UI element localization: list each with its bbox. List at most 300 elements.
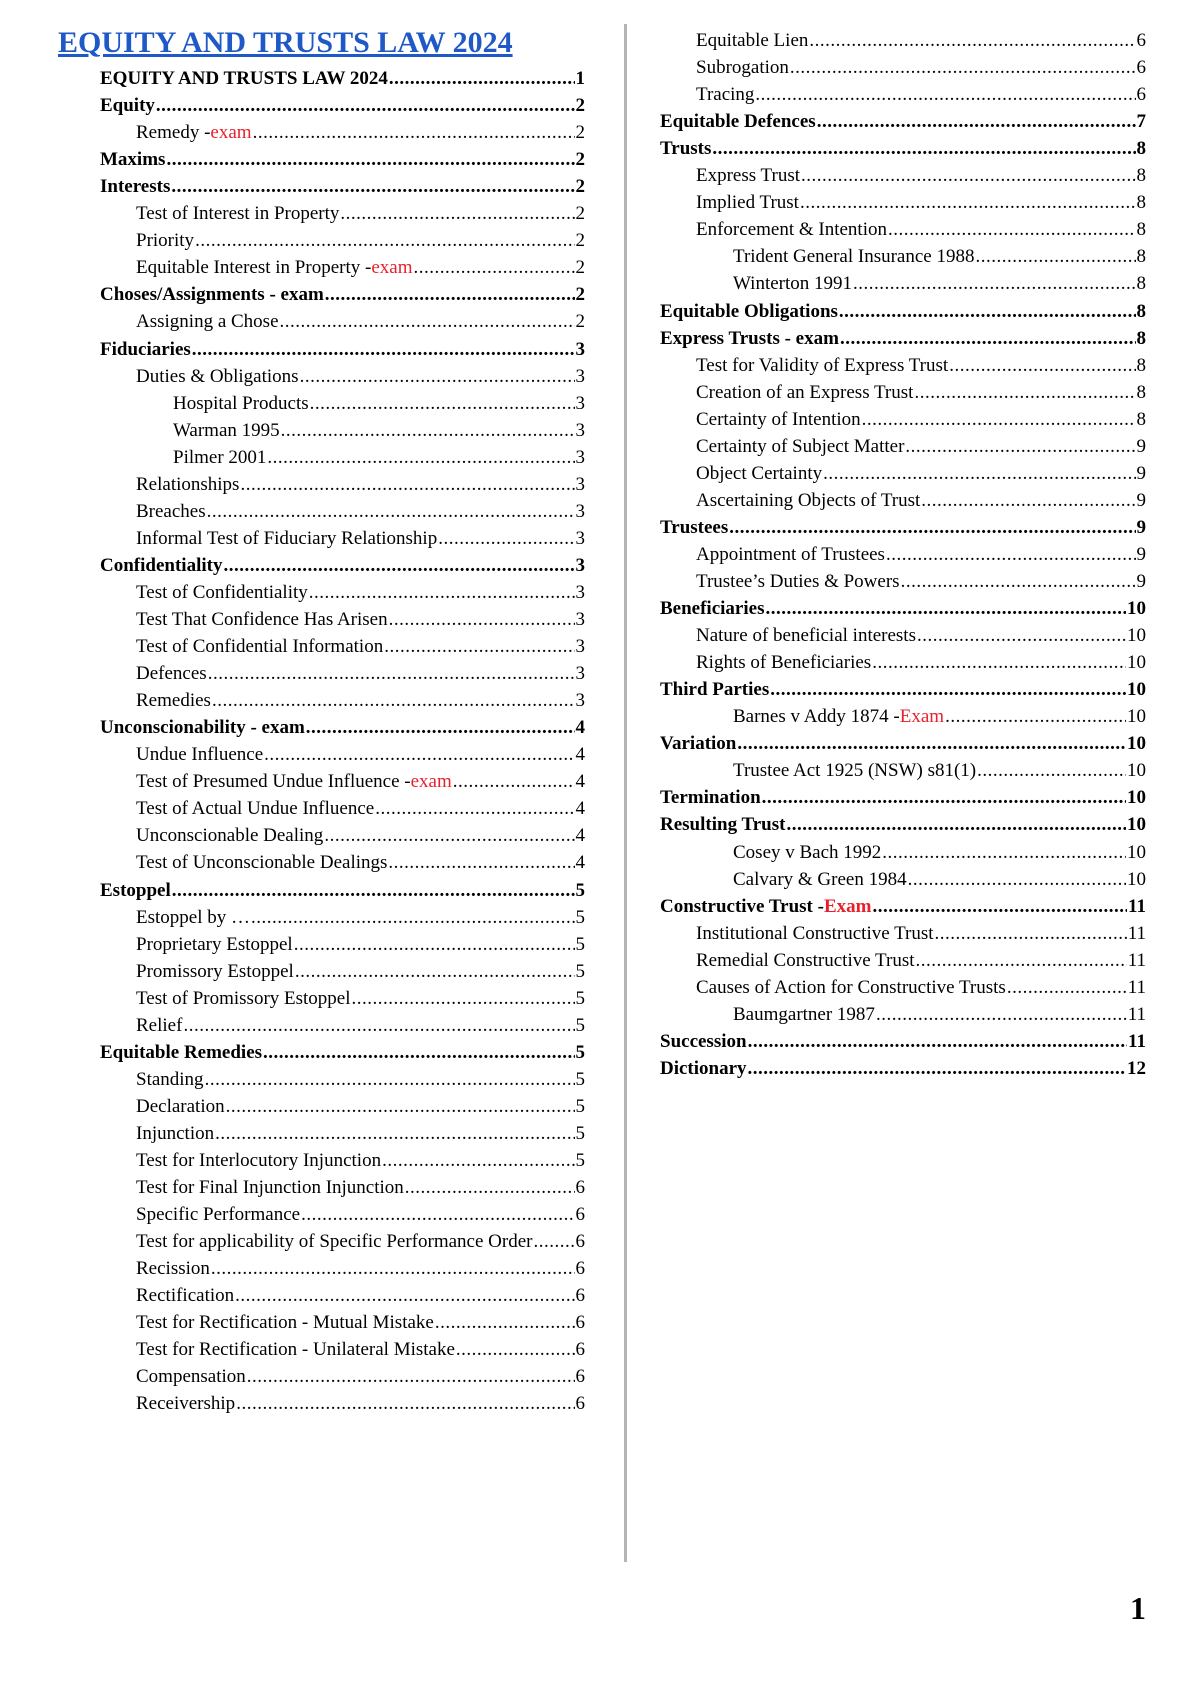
toc-entry[interactable] (660, 1056, 1146, 1082)
toc-entry-label: Tracing (696, 84, 755, 106)
dot-leader (905, 434, 1135, 460)
toc-entry-label: Trident General Insurance 1988 (733, 246, 975, 268)
toc-entry-label: Estoppel (100, 879, 171, 901)
toc-entry-page: 2 (575, 122, 585, 144)
toc-entry[interactable] (660, 1002, 1146, 1028)
toc-entry-label: Rights of Beneficiaries (696, 652, 872, 674)
exam-tag: exam (210, 122, 252, 144)
toc-entry-label: Test That Confidence Has Arisen (136, 609, 388, 630)
toc-entry-label: Certainty of Intention (696, 408, 861, 430)
toc-entry[interactable] (100, 1067, 585, 1093)
toc-entry-page: 5 (575, 1041, 585, 1063)
toc-entry-label: Object Certainty (696, 462, 823, 484)
toc-entry-page: 4 (575, 852, 585, 874)
toc-entry-label: Test of Presumed Undue Influence - (136, 771, 411, 793)
toc-entry[interactable] (100, 472, 585, 498)
toc-entry[interactable] (100, 147, 585, 173)
dot-leader (748, 1056, 1126, 1082)
toc-entry-page: 5 (575, 906, 585, 928)
toc-entry-label: Estoppel by … (136, 906, 250, 928)
dot-leader (253, 120, 575, 146)
toc-entry-page: 8 (1136, 408, 1146, 430)
dot-leader (935, 921, 1127, 947)
dot-leader (192, 337, 575, 363)
toc-entry[interactable] (660, 380, 1146, 406)
dot-leader (453, 769, 575, 795)
toc-entry-page: 5 (575, 879, 585, 901)
column-divider (624, 24, 627, 1562)
dot-leader (223, 553, 574, 579)
dot-leader (389, 607, 575, 633)
dot-leader (309, 580, 575, 606)
toc-entry-page: 8 (1136, 381, 1146, 403)
toc-entry[interactable] (100, 878, 585, 904)
toc-entry-label: Test for Rectification - Unilateral Mistake (136, 1339, 455, 1361)
toc-entry[interactable] (100, 1229, 585, 1255)
toc-entry[interactable] (660, 677, 1146, 703)
toc-entry[interactable] (660, 1029, 1146, 1055)
dot-leader (823, 461, 1135, 487)
toc-entry-page: 3 (575, 338, 585, 360)
toc-entry[interactable] (660, 975, 1146, 1001)
toc-entry[interactable] (100, 1094, 585, 1120)
toc-entry[interactable] (660, 704, 1146, 730)
dot-leader (737, 731, 1126, 757)
dot-leader (888, 217, 1136, 243)
toc-entry-page: 11 (1128, 1030, 1146, 1052)
toc-entry[interactable] (100, 850, 585, 876)
toc-entry-label: Relief (136, 1014, 183, 1036)
toc-entry[interactable] (100, 796, 585, 822)
toc-entry-page: 8 (1136, 219, 1146, 241)
toc-entry-label: Breaches (136, 500, 206, 522)
toc-entry[interactable] (660, 217, 1146, 243)
toc-entry[interactable] (100, 823, 585, 849)
toc-entry-page: 11 (1127, 949, 1146, 971)
dot-leader (375, 796, 574, 822)
dot-leader (405, 1175, 575, 1201)
toc-entry-label: Constructive Trust - (660, 895, 824, 917)
toc-entry-page: 2 (575, 95, 585, 117)
toc-entry-page: 3 (575, 690, 585, 712)
dot-leader (247, 1364, 575, 1390)
toc-entry[interactable] (100, 445, 585, 471)
dot-leader (267, 445, 574, 471)
toc-entry[interactable] (660, 542, 1146, 568)
dot-leader (914, 380, 1135, 406)
toc-entry[interactable] (100, 1310, 585, 1336)
toc-entry[interactable] (100, 553, 585, 579)
toc-entry-label: Termination (660, 787, 761, 809)
toc-entry-label: Relationships (136, 473, 240, 495)
toc-entry-label: Recission (136, 1258, 210, 1280)
toc-entry[interactable] (660, 515, 1146, 541)
toc-entry[interactable] (100, 282, 585, 308)
toc-entry[interactable] (660, 650, 1146, 676)
toc-entry-label: Test of Unconscionable Dealings (136, 852, 388, 874)
toc-entry-page: 5 (575, 1014, 585, 1036)
toc-entry[interactable] (100, 174, 585, 200)
toc-entry-label: Causes of Action for Constructive Trusts (696, 976, 1006, 998)
toc-entry[interactable] (660, 569, 1146, 595)
toc-entry-page: 5 (575, 960, 585, 982)
toc-entry-label: Subrogation (696, 57, 789, 79)
toc-entry-label: Test of Actual Undue Influence (136, 798, 375, 820)
toc-entry-page: 10 (1127, 787, 1146, 809)
dot-leader (352, 986, 575, 1012)
toc-entry-page: 6 (1136, 30, 1146, 51)
toc-entry-label: Winterton 1991 (733, 273, 853, 295)
toc-entry-label: Barnes v Addy 1874 - (733, 706, 900, 728)
toc-entry-page: 6 (575, 1393, 585, 1415)
toc-entry[interactable] (660, 785, 1146, 811)
toc-entry[interactable] (660, 812, 1146, 838)
toc-entry-label: Proprietary Estoppel (136, 933, 293, 955)
toc-entry-label: Appointment of Trustees (696, 543, 885, 565)
dot-leader (435, 1310, 575, 1336)
toc-entry-page: 4 (575, 798, 585, 820)
dot-leader (212, 688, 575, 714)
toc-entry-label: Injunction (136, 1122, 215, 1144)
toc-entry[interactable] (100, 742, 585, 768)
dot-leader (800, 190, 1136, 216)
toc-entry-label: Test for Interlocutory Injunction (136, 1150, 382, 1171)
toc-entry-page: 6 (575, 1258, 585, 1280)
toc-entry[interactable] (100, 986, 585, 1012)
toc-entry-label: Equitable Interest in Property - (136, 257, 372, 279)
toc-entry[interactable] (100, 391, 585, 417)
dot-leader (765, 596, 1126, 622)
toc-entry-label: Ascertaining Objects of Trust (696, 489, 921, 511)
toc-entry-label: Express Trusts - exam (660, 327, 839, 349)
toc-entry-page: 10 (1127, 868, 1146, 890)
toc-entry[interactable] (100, 715, 585, 741)
toc-entry[interactable] (100, 1256, 585, 1282)
toc-entry-page: 3 (575, 446, 585, 468)
dot-leader (921, 488, 1135, 514)
toc-entry-page: 2 (575, 257, 585, 279)
toc-entry-page: 10 (1127, 760, 1146, 782)
dot-leader (389, 66, 575, 92)
toc-entry-page: 10 (1127, 706, 1146, 728)
toc-entry-page: 6 (575, 1231, 585, 1253)
toc-entry-page: 9 (1136, 489, 1146, 511)
dot-leader (310, 391, 575, 417)
dot-leader (817, 109, 1136, 135)
dot-leader (264, 742, 574, 768)
toc-entry-page: 6 (575, 1312, 585, 1334)
dot-leader (226, 1094, 575, 1120)
toc-entry[interactable] (100, 1391, 585, 1417)
toc-entry-label: Certainty of Subject Matter (696, 435, 905, 457)
toc-entry[interactable] (660, 488, 1146, 514)
toc-entry-label: Compensation (136, 1366, 246, 1388)
dot-leader (295, 959, 575, 985)
toc-entry-page: 1 (575, 68, 585, 89)
dot-leader (729, 515, 1135, 541)
toc-entry-page: 10 (1127, 814, 1146, 836)
toc-entry-page: 2 (575, 149, 585, 171)
toc-entry-label: Test for Final Injunction Injunction (136, 1177, 404, 1199)
toc-entry-page: 10 (1127, 652, 1146, 674)
toc-entry-page: 3 (575, 663, 585, 685)
toc-entry-label: Equity (100, 95, 155, 117)
toc-entry-page: 9 (1136, 543, 1146, 565)
toc-entry-label: Trustees (660, 516, 729, 538)
toc-entry-label: Undue Influence (136, 744, 264, 766)
toc-entry-page: 5 (575, 1068, 585, 1090)
dot-leader (205, 1067, 575, 1093)
toc-entry-page: 8 (1136, 273, 1146, 295)
toc-entry[interactable] (100, 1364, 585, 1390)
toc-entry-page: 6 (1136, 84, 1146, 106)
toc-entry[interactable] (660, 136, 1146, 162)
toc-entry[interactable] (660, 163, 1146, 189)
dot-leader (236, 1391, 574, 1417)
toc-entry-label: Test of Confidential Information (136, 636, 384, 658)
toc-entry[interactable] (660, 299, 1146, 325)
toc-entry-label: Creation of an Express Trust (696, 381, 914, 403)
toc-entry-page: 2 (575, 284, 585, 306)
toc-entry-label: Resulting Trust (660, 814, 786, 836)
toc-entry-page: 8 (1136, 165, 1146, 187)
dot-leader (301, 1202, 574, 1228)
toc-entry[interactable] (100, 1013, 585, 1039)
toc-entry[interactable] (100, 607, 585, 633)
toc-entry[interactable] (100, 364, 585, 390)
toc-entry-label: Remedies (136, 690, 211, 712)
toc-entry-page: 6 (575, 1366, 585, 1388)
dot-leader (413, 255, 574, 281)
toc-entry[interactable] (100, 309, 585, 335)
dot-leader (166, 147, 574, 173)
toc-entry-page: 8 (1136, 327, 1146, 349)
dot-leader (917, 623, 1126, 649)
toc-entry-page: 2 (575, 203, 585, 225)
toc-entry[interactable] (100, 1283, 585, 1309)
toc-entry-page: 6 (1136, 57, 1146, 79)
toc-entry[interactable] (660, 623, 1146, 649)
dot-leader (790, 55, 1136, 81)
toc-entry[interactable] (660, 407, 1146, 433)
toc-entry-label: Institutional Constructive Trust (696, 922, 934, 944)
toc-entry[interactable] (100, 688, 585, 714)
toc-entry-label: Duties & Obligations (136, 365, 299, 387)
toc-entry[interactable] (100, 66, 585, 92)
dot-leader (183, 1013, 574, 1039)
toc-entry-page: 2 (575, 176, 585, 198)
toc-entry-label: Fiduciaries (100, 338, 191, 360)
toc-entry-page: 8 (1136, 192, 1146, 214)
toc-entry-label: Equitable Remedies (100, 1041, 263, 1063)
toc-entry[interactable] (660, 948, 1146, 974)
toc-entry[interactable] (100, 499, 585, 525)
toc-entry[interactable] (100, 1202, 585, 1228)
toc-entry[interactable] (100, 634, 585, 660)
toc-entry[interactable] (100, 661, 585, 687)
toc-entry[interactable] (660, 921, 1146, 947)
dot-leader (901, 569, 1136, 595)
toc-entry[interactable] (100, 255, 585, 281)
exam-tag: exam (410, 771, 452, 793)
toc-entry-label: Confidentiality (100, 554, 223, 576)
toc-entry-label: Dictionary (660, 1057, 747, 1079)
toc-entry-label: Cosey v Bach 1992 (733, 841, 882, 863)
toc-entry-page: 11 (1127, 1003, 1146, 1025)
toc-entry-page: 6 (575, 1339, 585, 1361)
toc-entry-label: Receivership (136, 1393, 236, 1415)
toc-entry[interactable] (100, 932, 585, 958)
dot-leader (853, 271, 1135, 297)
toc-entry-page: 3 (575, 473, 585, 495)
toc-entry-label: Remedial Constructive Trust (696, 949, 915, 971)
toc-entry-label: Enforcement & Intention (696, 219, 887, 241)
dot-leader (156, 93, 575, 119)
dot-leader (908, 867, 1126, 893)
dot-leader (215, 1121, 574, 1147)
toc-entry-label: Third Parties (660, 679, 770, 701)
toc-entry-page: 6 (575, 1177, 585, 1199)
dot-leader (977, 758, 1126, 784)
toc-entry[interactable] (660, 434, 1146, 460)
dot-leader (208, 661, 575, 687)
dot-leader (306, 715, 575, 741)
toc-entry-label: Warman 1995 (173, 419, 280, 441)
dot-leader (263, 1040, 574, 1066)
toc-entry[interactable] (660, 28, 1146, 54)
dot-leader (340, 201, 574, 227)
toc-entry[interactable] (660, 894, 1146, 920)
dot-leader (872, 894, 1127, 920)
dot-leader (886, 542, 1136, 568)
toc-entry[interactable] (100, 769, 585, 795)
toc-entry-page: 8 (1136, 354, 1146, 376)
toc-entry-page: 4 (575, 771, 585, 793)
dot-leader (240, 472, 574, 498)
toc-entry-label: Test for applicability of Specific Performance Order (136, 1231, 533, 1253)
toc-entry[interactable] (100, 1121, 585, 1147)
toc-entry-label: Baumgartner 1987 (733, 1003, 875, 1025)
toc-entry-label: Promissory Estoppel (136, 960, 294, 982)
toc-entry[interactable] (660, 82, 1146, 108)
toc-entry-label: Test of Promissory Estoppel (136, 987, 351, 1009)
toc-entry[interactable] (100, 201, 585, 227)
toc-entry[interactable] (100, 337, 585, 363)
toc-entry-label: Maxims (100, 149, 166, 171)
toc-entry-label: Test of Confidentiality (136, 581, 308, 603)
toc-entry-label: Hospital Products (173, 392, 309, 414)
toc-entry[interactable] (100, 526, 585, 552)
toc-entry-label: Defences (136, 663, 207, 685)
toc-entry-page: 5 (575, 1150, 585, 1171)
dot-leader (882, 840, 1126, 866)
toc-entry-label: Implied Trust (696, 192, 799, 214)
toc-entry-page: 9 (1136, 571, 1146, 592)
toc-entry[interactable] (660, 55, 1146, 81)
document-title[interactable]: EQUITY AND TRUSTS LAW 2024 (58, 26, 513, 59)
toc-entry[interactable] (100, 1040, 585, 1066)
dot-leader (207, 499, 575, 525)
toc-entry[interactable] (660, 326, 1146, 352)
toc-entry-page: 12 (1127, 1057, 1146, 1079)
toc-entry[interactable] (660, 271, 1146, 297)
toc-entry-page: 3 (575, 365, 585, 387)
dot-leader (172, 878, 575, 904)
dot-leader (975, 244, 1135, 270)
exam-tag: Exam (899, 706, 945, 728)
toc-entry[interactable] (100, 1175, 585, 1201)
toc-entry[interactable] (100, 1337, 585, 1363)
toc-entry-page: 9 (1136, 435, 1146, 457)
dot-leader (786, 812, 1126, 838)
toc-entry-label: Informal Test of Fiduciary Relationship (136, 527, 438, 549)
dot-leader (872, 650, 1126, 676)
toc-entry-label: Test for Rectification - Mutual Mistake (136, 1312, 434, 1334)
dot-leader (916, 948, 1127, 974)
toc-entry[interactable] (100, 93, 585, 119)
toc-entry-page: 10 (1127, 679, 1146, 701)
dot-leader (280, 309, 575, 335)
toc-entry-page: 6 (575, 1204, 585, 1226)
toc-entry-page: 5 (575, 987, 585, 1009)
toc-entry-page: 5 (575, 1122, 585, 1144)
toc-entry-page: 5 (575, 1095, 585, 1117)
toc-entry[interactable] (660, 840, 1146, 866)
toc-entry[interactable] (660, 867, 1146, 893)
dot-leader (755, 82, 1135, 108)
toc-entry-label: Test for Validity of Express Trust (696, 354, 949, 376)
toc-entry-label: Unconscionability - exam (100, 717, 305, 739)
dot-leader (171, 174, 574, 200)
toc-entry-label: Interests (100, 176, 171, 198)
dot-leader (1007, 975, 1127, 1001)
toc-entry[interactable] (660, 244, 1146, 270)
dot-leader (211, 1256, 575, 1282)
toc-entry[interactable] (660, 731, 1146, 757)
toc-entry[interactable] (660, 353, 1146, 379)
toc-entry[interactable] (100, 1148, 585, 1174)
toc-entry[interactable] (100, 228, 585, 254)
toc-entry-label: Rectification (136, 1285, 235, 1307)
toc-entry-label: Equitable Lien (696, 30, 809, 51)
toc-entry-page: 10 (1127, 841, 1146, 863)
toc-entry[interactable] (660, 190, 1146, 216)
toc-entry[interactable] (100, 959, 585, 985)
dot-leader (382, 1148, 574, 1174)
toc-entry[interactable] (100, 905, 585, 931)
toc-entry-page: 3 (575, 554, 585, 576)
toc-entry-page: 3 (575, 581, 585, 603)
dot-leader (801, 163, 1136, 189)
toc-entry[interactable] (100, 418, 585, 444)
toc-entry[interactable] (660, 596, 1146, 622)
toc-entry[interactable] (660, 461, 1146, 487)
dot-leader (876, 1002, 1127, 1028)
toc-entry-page: 4 (575, 717, 585, 739)
dot-leader (388, 850, 574, 876)
toc-entry[interactable] (100, 580, 585, 606)
toc-entry-page: 7 (1136, 111, 1146, 133)
toc-entry-label: Trustee Act 1925 (NSW) s81(1) (733, 760, 977, 782)
toc-entry-page: 4 (575, 744, 585, 766)
dot-leader (456, 1337, 575, 1363)
toc-entry-label: Succession (660, 1030, 747, 1052)
toc-entry[interactable] (660, 109, 1146, 135)
toc-entry-label: Trusts (660, 138, 712, 160)
toc-entry[interactable] (660, 758, 1146, 784)
toc-entry[interactable] (100, 120, 585, 146)
toc-entry-page: 9 (1136, 462, 1146, 484)
